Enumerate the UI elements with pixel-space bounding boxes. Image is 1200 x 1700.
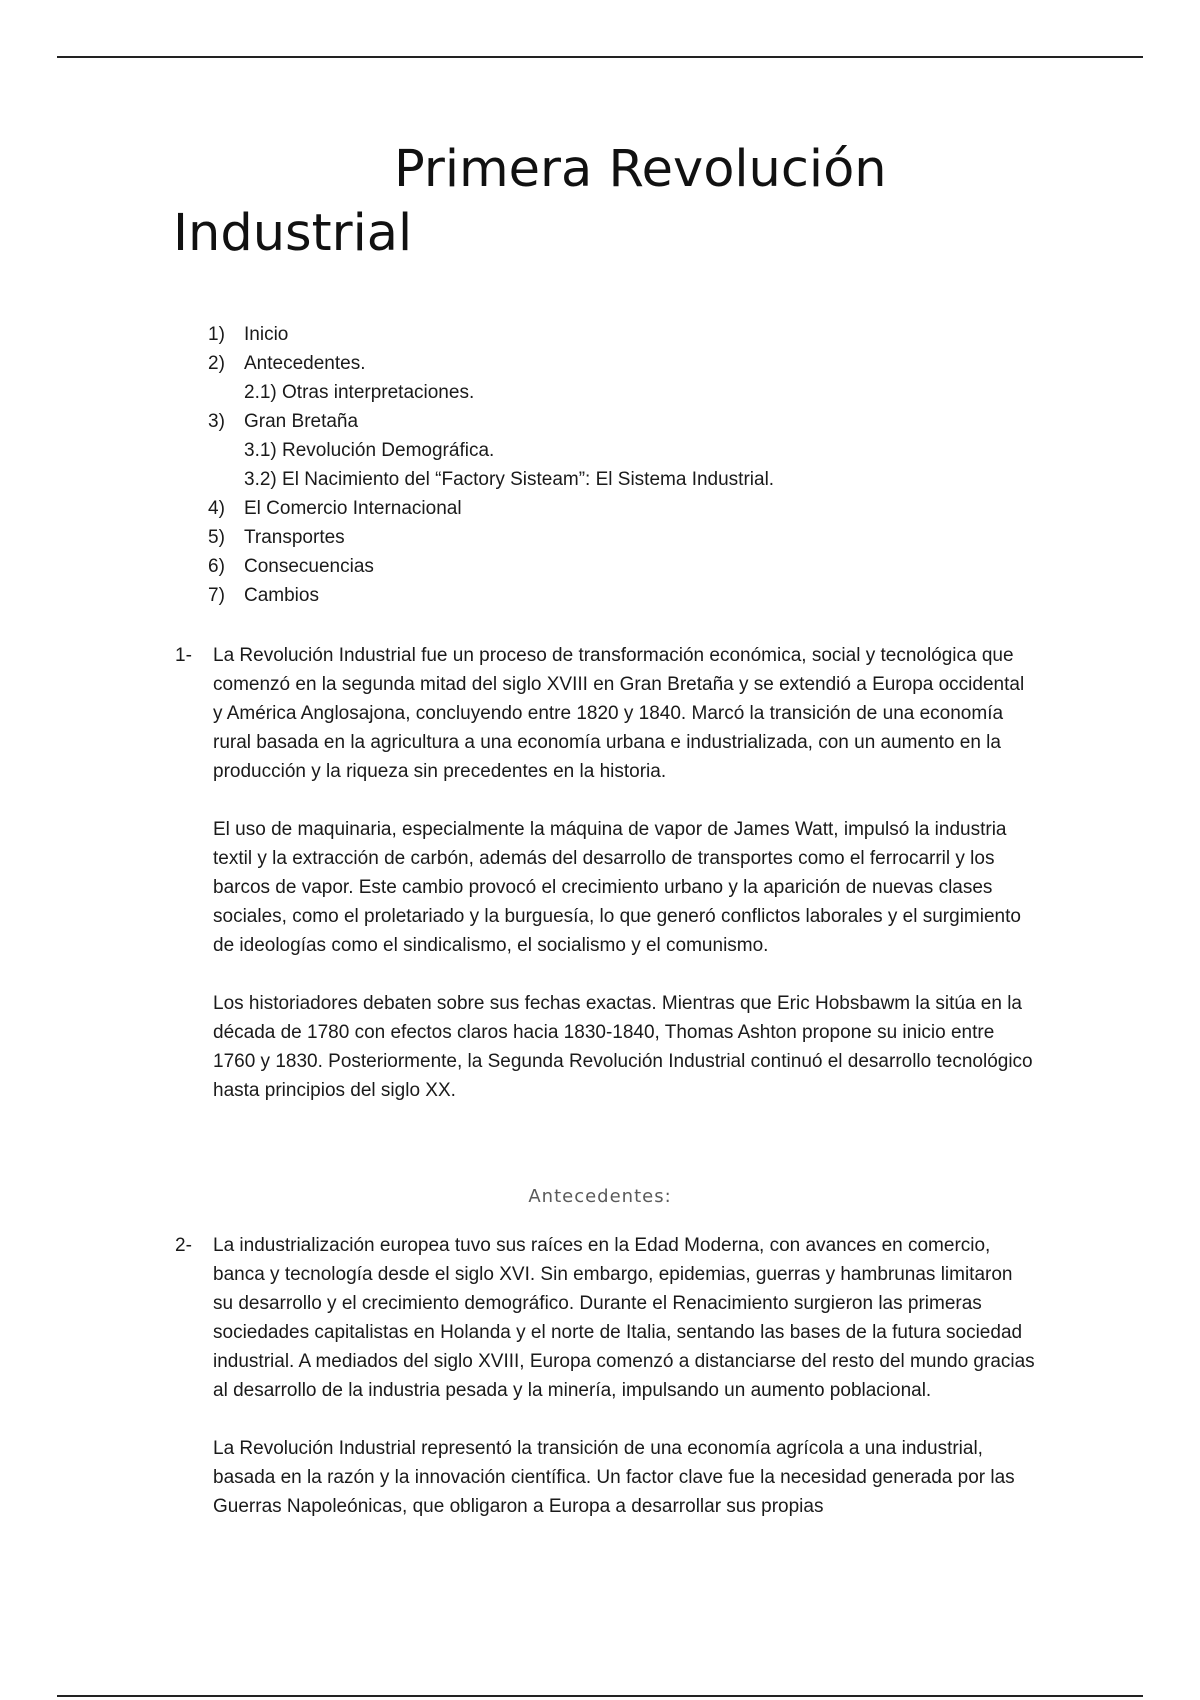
bottom-rule <box>57 1695 1143 1697</box>
paragraph: La industrialización europea tuvo sus raíces en la Edad Moderna, con avances en comercio, banca y tecnología desde el siglo XVI. Sin embargo, epidemias, guerras y hambrunas limitaron su desarrollo y el crecimiento demográfico. Durante el Renacimiento surgieron las primeras sociedades capitalistas en Holanda y el norte de Italia, sentando las bases de la futura sociedad industrial. A mediados del siglo XVIII, Europa comenzó a distanciarse del resto del mundo gracias al desarrollo de la industria pesada y la minería, impulsando un aumento poblacional. <box>213 1235 1035 1401</box>
toc-subitem: 3.1) Revolución Demográfica. <box>244 440 495 461</box>
table-of-contents <box>208 320 774 610</box>
toc-subitem: 2.1) Otras interpretaciones. <box>244 382 475 403</box>
toc-item: 4) El Comercio Internacional <box>208 498 462 519</box>
page-title <box>173 138 1073 266</box>
toc-item: 1) Inicio <box>208 324 289 345</box>
toc-item: 7) Cambios <box>208 585 319 606</box>
title-line-2: Industrial <box>173 204 413 263</box>
paragraph: La Revolución Industrial representó la transición de una economía agrícola a una industrial, basada en la razón y la innovación científica. Un factor clave fue la necesidad generada por las Guerras Napoleónicas, que obligaron a Europa a desarrollar sus propias <box>213 1438 1015 1517</box>
toc-subitem: 3.2) El Nacimiento del “Factory Sisteam”: El Sistema Industrial. <box>244 469 775 490</box>
toc-item: 3) Gran Bretaña <box>208 411 359 432</box>
paragraph: El uso de maquinaria, especialmente la máquina de vapor de James Watt, impulsó la industria textil y la extracción de carbón, además del desarrollo de transportes como el ferrocarril y los barcos de vapor. Este cambio provocó el crecimiento urbano y la aparición de nuevas clases sociales, como el proletariado y la burguesía, lo que generó conflictos laborales y el surgimiento de ideologías como el sindicalismo, el socialismo y el comunismo. <box>213 819 1021 956</box>
toc-item: 2) Antecedentes. <box>208 353 366 374</box>
section-antecedentes <box>175 1231 1035 1521</box>
paragraph: Los historiadores debaten sobre sus fechas exactas. Mientras que Eric Hobsbawm la sitúa en la década de 1780 con efectos claros hacia 1830-1840, Thomas Ashton propone su inicio entre 1760 y 1830. Posteriormente, la Segunda Revolución Industrial continuó el desarrollo tecnológico hasta principios del siglo XX. <box>213 993 1033 1101</box>
top-rule <box>57 56 1143 58</box>
section-marker: 1- <box>175 645 192 666</box>
section-inicio <box>175 641 1035 1105</box>
section-marker: 2- <box>175 1235 192 1256</box>
section-subheading: Antecedentes: <box>528 1186 672 1207</box>
toc-item: 6) Consecuencias <box>208 556 374 577</box>
paragraph: La Revolución Industrial fue un proceso de transformación económica, social y tecnológica que comenzó en la segunda mitad del siglo XVIII en Gran Bretaña y se extendió a Europa occidental y América Anglosajona, concluyendo entre 1820 y 1840. Marcó la transición de una economía rural basada en la agricultura a una economía urbana e industrializada, con un aumento en la producción y la riqueza sin precedentes en la historia. <box>213 645 1025 782</box>
toc-item: 5) Transportes <box>208 527 345 548</box>
title-line-1: Primera Revolución <box>394 140 887 199</box>
